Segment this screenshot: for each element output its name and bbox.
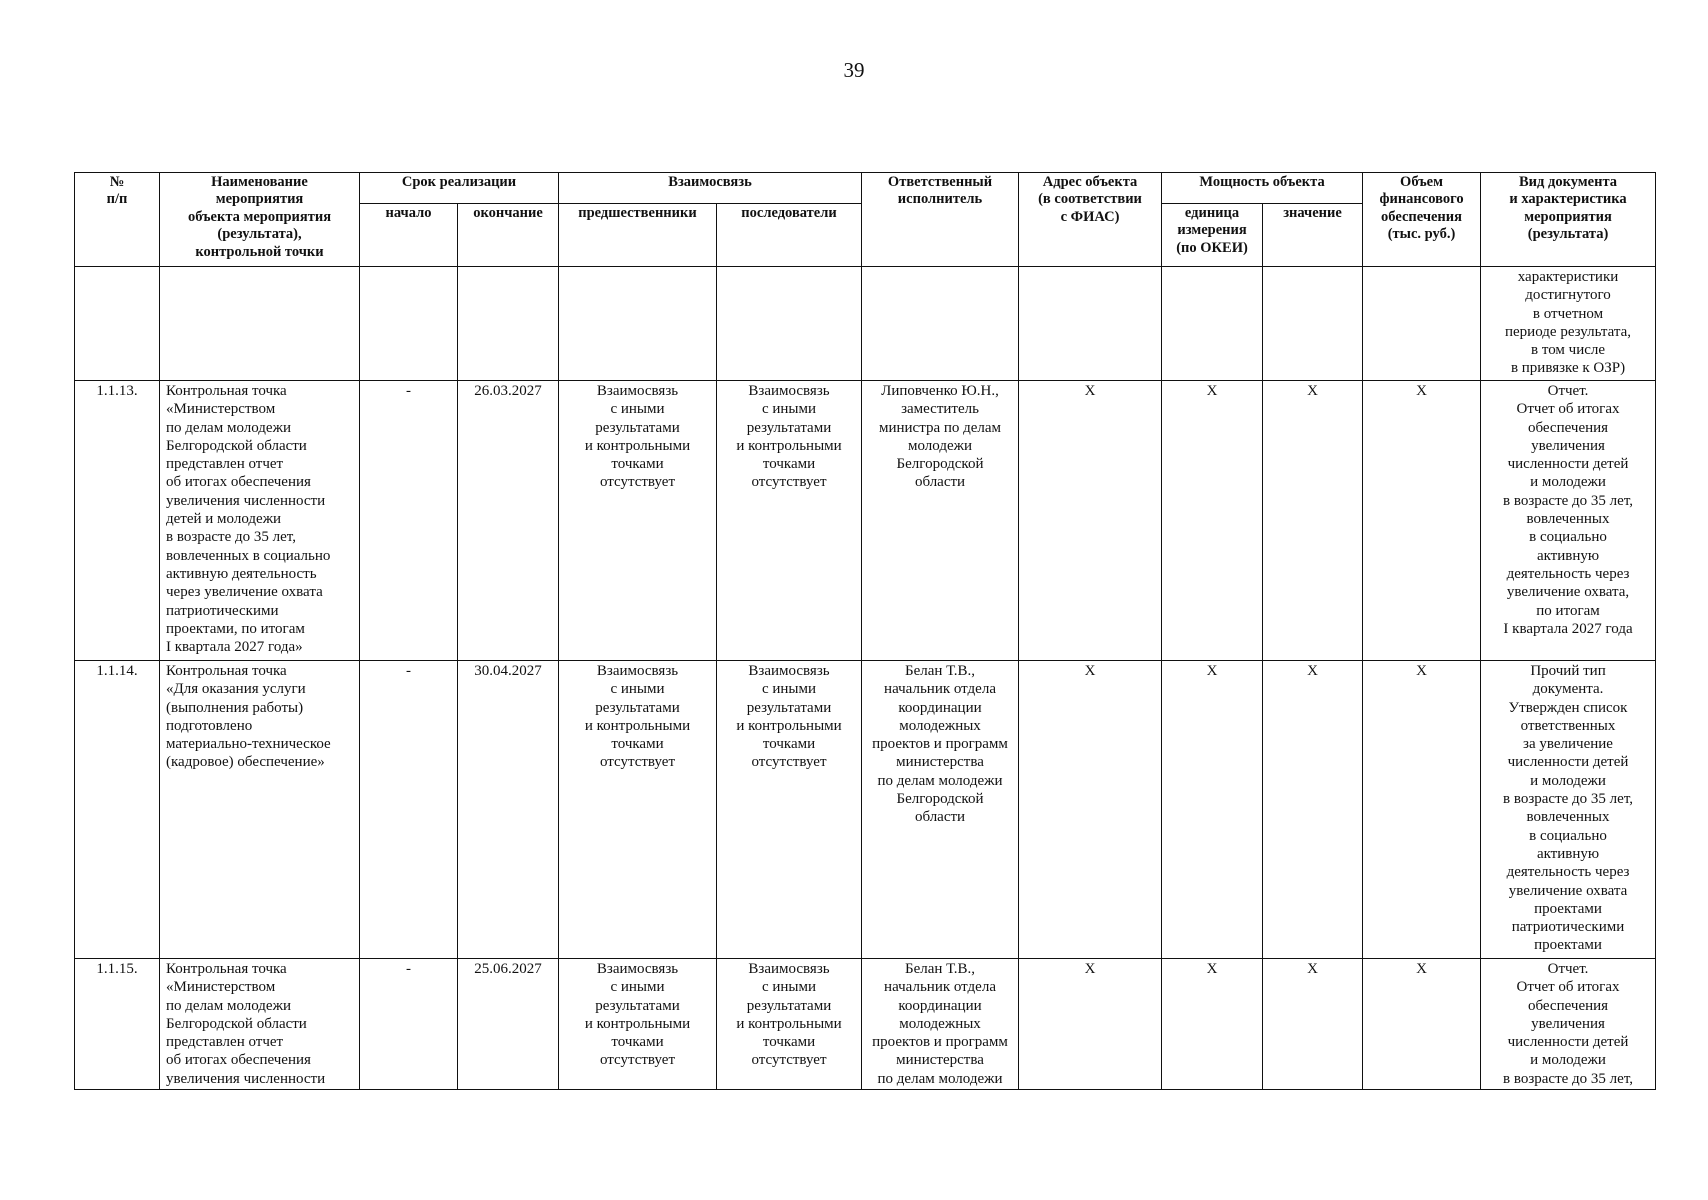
address-cell: Х — [1019, 959, 1162, 1090]
table-header — [75, 173, 1656, 267]
address-cell: Х — [1019, 661, 1162, 959]
finance-cell: Х — [1363, 661, 1481, 959]
header-relation: Взаимосвязь — [559, 173, 862, 204]
header-capacity-unit: единица измерения (по ОКЕИ) — [1162, 204, 1263, 267]
header-document: Вид документа и характеристика мероприятия (результата) — [1481, 173, 1656, 267]
table-row — [75, 381, 1656, 661]
value-cell: Х — [1263, 959, 1363, 1090]
row-number-cell: 1.1.14. — [75, 661, 160, 959]
finance-cell: Х — [1363, 381, 1481, 661]
end-date-cell — [458, 267, 559, 381]
predecessors-cell — [559, 267, 717, 381]
event-name-cell: Контрольная точка «Министерством по делам молодежи Белгородской области представлен отчет об итогах обеспечения увеличения численности — [160, 959, 360, 1090]
unit-cell — [1162, 267, 1263, 381]
start-date-cell — [360, 267, 458, 381]
header-capacity: Мощность объекта — [1162, 173, 1363, 204]
address-cell: Х — [1019, 381, 1162, 661]
header-period: Срок реализации — [360, 173, 559, 204]
table-row — [75, 267, 1656, 381]
predecessors-cell: Взаимосвязь с иными результатами и контрольными точками отсутствует — [559, 959, 717, 1090]
table-body — [75, 267, 1656, 1090]
finance-cell — [1363, 267, 1481, 381]
address-cell — [1019, 267, 1162, 381]
unit-cell: Х — [1162, 661, 1263, 959]
header-predecessors: предшественники — [559, 204, 717, 267]
table-row — [75, 959, 1656, 1090]
unit-cell: Х — [1162, 381, 1263, 661]
document-cell: Отчет. Отчет об итогах обеспечения увеличения численности детей и молодежи в возрасте до 35 лет, — [1481, 959, 1656, 1090]
value-cell: Х — [1263, 381, 1363, 661]
predecessors-cell: Взаимосвязь с иными результатами и контрольными точками отсутствует — [559, 661, 717, 959]
responsible-cell: Белан Т.В., начальник отдела координации молодежных проектов и программ министерства по делам молодежи — [862, 959, 1019, 1090]
successors-cell: Взаимосвязь с иными результатами и контрольными точками отсутствует — [717, 661, 862, 959]
header-successors: последователи — [717, 204, 862, 267]
successors-cell: Взаимосвязь с иными результатами и контрольными точками отсутствует — [717, 381, 862, 661]
plan-table — [74, 172, 1656, 1090]
header-period-end: окончание — [458, 204, 559, 267]
successors-cell: Взаимосвязь с иными результатами и контрольными точками отсутствует — [717, 959, 862, 1090]
end-date-cell: 26.03.2027 — [458, 381, 559, 661]
row-number-cell — [75, 267, 160, 381]
event-name-cell: Контрольная точка «Для оказания услуги (выполнения работы) подготовлено материально-техническое (кадровое) обеспечение» — [160, 661, 360, 959]
document-cell: Прочий тип документа. Утвержден список ответственных за увеличение численности детей и молодежи в возрасте до 35 лет, вовлеченных в социально активную деятельность через увеличение охвата проектами патриотическими проектами — [1481, 661, 1656, 959]
value-cell — [1263, 267, 1363, 381]
header-row-top — [75, 173, 1656, 204]
successors-cell — [717, 267, 862, 381]
end-date-cell: 30.04.2027 — [458, 661, 559, 959]
header-address: Адрес объекта (в соответствии с ФИАС) — [1019, 173, 1162, 267]
row-number-cell: 1.1.15. — [75, 959, 160, 1090]
end-date-cell: 25.06.2027 — [458, 959, 559, 1090]
header-finance: Объем финансового обеспечения (тыс. руб.) — [1363, 173, 1481, 267]
finance-cell: Х — [1363, 959, 1481, 1090]
document-cell: Отчет. Отчет об итогах обеспечения увеличения численности детей и молодежи в возрасте до 35 лет, вовлеченных в социально активную деятельность через увеличение охвата, по итогам I квартала 2027 года — [1481, 381, 1656, 661]
event-name-cell — [160, 267, 360, 381]
responsible-cell: Липовченко Ю.Н., заместитель министра по делам молодежи Белгородской области — [862, 381, 1019, 661]
responsible-cell — [862, 267, 1019, 381]
table-row — [75, 661, 1656, 959]
header-responsible: Ответственный исполнитель — [862, 173, 1019, 267]
page-number: 39 — [843, 58, 865, 82]
predecessors-cell: Взаимосвязь с иными результатами и контрольными точками отсутствует — [559, 381, 717, 661]
header-period-start: начало — [360, 204, 458, 267]
responsible-cell: Белан Т.В., начальник отдела координации молодежных проектов и программ министерства по делам молодежи Белгородской области — [862, 661, 1019, 959]
start-date-cell: - — [360, 381, 458, 661]
start-date-cell: - — [360, 661, 458, 959]
header-name: Наименование мероприятия объекта мероприятия (результата), контрольной точки — [160, 173, 360, 267]
document-cell: характеристики достигнутого в отчетном периоде результата, в том числе в привязке к ОЗР) — [1481, 267, 1656, 381]
header-capacity-value: значение — [1263, 204, 1363, 267]
start-date-cell: - — [360, 959, 458, 1090]
unit-cell: Х — [1162, 959, 1263, 1090]
event-name-cell: Контрольная точка «Министерством по делам молодежи Белгородской области представлен отчет об итогах обеспечения увеличения численности детей и молодежи в возрасте до 35 лет, вовлеченных в социально активную деятельность через увеличение охвата патриотическими проектами, по итогам I квартала 2027 года» — [160, 381, 360, 661]
value-cell: Х — [1263, 661, 1363, 959]
row-number-cell: 1.1.13. — [75, 381, 160, 661]
header-number: № п/п — [75, 173, 160, 267]
